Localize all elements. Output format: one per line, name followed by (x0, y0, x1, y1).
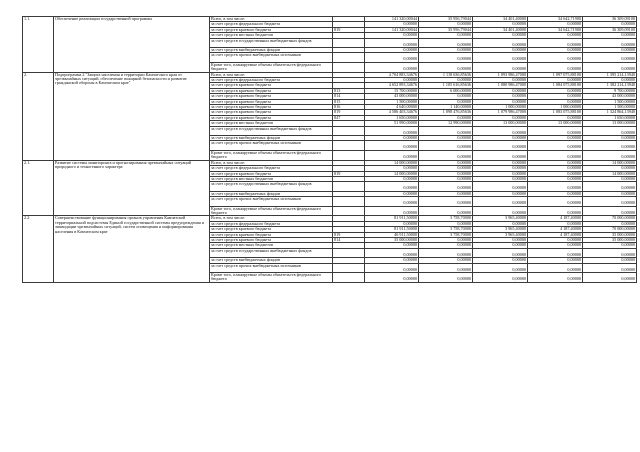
amount-cell: 0,00000 (419, 141, 473, 150)
amount-cell: 0,00000 (473, 237, 528, 242)
amount-cell: 0,00000 (583, 221, 637, 226)
funding-source: за счет средств прочих внебюджетных источников (210, 263, 333, 272)
funding-source: за счет средств краевого бюджета (210, 110, 333, 115)
amount-cell: 3 758,70000 (419, 232, 473, 237)
amount-cell: 0,00000 (365, 206, 419, 216)
amount-cell: 0,00000 (365, 243, 419, 248)
amount-cell: 0,00000 (528, 150, 583, 160)
budget-code (333, 141, 365, 150)
amount-cell: 1 500,00000 (583, 105, 637, 110)
amount-cell: 6 000,00000 (419, 88, 473, 93)
amount-cell: 0,00000 (473, 48, 528, 53)
amount-cell: 4 704 883,34676 (365, 72, 419, 77)
amount-cell: 0,00000 (473, 141, 528, 150)
amount-cell: 0,00000 (419, 221, 473, 226)
amount-cell: 0,00000 (365, 78, 419, 83)
amount-cell: 0,00000 (419, 48, 473, 53)
amount-cell: 0,00000 (473, 248, 528, 257)
funding-source: за счет средств краевого бюджета (210, 83, 333, 88)
amount-cell: 0,00000 (473, 78, 528, 83)
amount-cell: 1 000,00000 (473, 105, 528, 110)
amount-cell: 0,00000 (473, 191, 528, 196)
funding-source: за счет средств местных бюджетов (210, 176, 333, 181)
amount-cell: 0,00000 (528, 22, 583, 27)
amount-cell: 3 965,40000 (473, 232, 528, 237)
budget-code (333, 62, 365, 72)
budget-code (333, 272, 365, 282)
amount-cell: 13 000,00000 (473, 121, 528, 126)
amount-cell: 0,00000 (528, 62, 583, 72)
amount-cell: 0,00000 (419, 22, 473, 27)
amount-cell: 43 000,00000 (365, 94, 419, 99)
budget-code (333, 53, 365, 62)
amount-cell: 1 084 075,88100 (528, 83, 583, 88)
funding-source: Кроме того, планируемые объемы обязательств федерального бюджета (210, 206, 333, 216)
amount-cell: 0,00000 (583, 191, 637, 196)
budget-code: 814 (333, 237, 365, 242)
funding-source: за счет средств федерального бюджета (210, 22, 333, 27)
amount-cell: 0,00000 (583, 272, 637, 282)
budget-code: 819 (333, 110, 365, 115)
amount-cell: 0,00000 (365, 48, 419, 53)
amount-cell: 0,00000 (528, 263, 583, 272)
amount-cell: 0,00000 (419, 78, 473, 83)
amount-cell: 0,00000 (419, 136, 473, 141)
amount-cell: 14 000,00000 (583, 160, 637, 165)
amount-cell: 0,00000 (528, 197, 583, 206)
funding-source: Кроме того, планируемые объемы обязательств федерального бюджета (210, 272, 333, 282)
amount-cell: 0,00000 (473, 166, 528, 171)
amount-cell: 0,00000 (528, 221, 583, 226)
budget-code (333, 182, 365, 191)
amount-cell: 0,00000 (583, 78, 637, 83)
budget-code (333, 38, 365, 47)
funding-source: за счет средств краевого бюджета (210, 237, 333, 242)
amount-cell: 81 911,50000 (365, 227, 419, 232)
amount-cell: 0,00000 (365, 53, 419, 62)
funding-source: Кроме того, планируемые объемы обязательств федерального бюджета (210, 150, 333, 160)
funding-source: за счет средств местных бюджетов (210, 33, 333, 38)
funding-source: за счет средств внебюджетных фондов (210, 48, 333, 53)
amount-cell: 0,00000 (419, 126, 473, 135)
amount-cell: 0,00000 (473, 206, 528, 216)
amount-cell: 0,00000 (528, 88, 583, 93)
amount-cell: 0,00000 (419, 160, 473, 165)
amount-cell: 0,00000 (419, 258, 473, 263)
amount-cell: 0,00000 (419, 150, 473, 160)
budget-code (333, 126, 365, 135)
amount-cell: 1 500,00000 (583, 99, 637, 104)
amount-cell: 35 956,79044 (419, 27, 473, 32)
funding-source: за счет средств прочих внебюджетных источников (210, 53, 333, 62)
funding-source: Всего, в том числе: (210, 160, 333, 165)
amount-cell: 35 000,00000 (365, 237, 419, 242)
funding-source: за счет средств местных бюджетов (210, 121, 333, 126)
amount-cell: 13 000,00000 (583, 121, 637, 126)
amount-cell: 0,00000 (583, 22, 637, 27)
amount-cell: 0,00000 (583, 197, 637, 206)
funding-source: за счет средств краевого бюджета (210, 171, 333, 176)
item-index: 2.2. (23, 216, 54, 282)
amount-cell: 0,00000 (365, 150, 419, 160)
amount-cell: 0,00000 (473, 62, 528, 72)
funding-source: за счет средств внебюджетных фондов (210, 191, 333, 196)
amount-cell: 46 911,50000 (365, 232, 419, 237)
amount-cell: 34 401,40000 (473, 17, 528, 22)
amount-cell: 0,00000 (473, 258, 528, 263)
amount-cell: 0,00000 (365, 62, 419, 72)
amount-cell: 1 080 986,47000 (473, 83, 528, 88)
funding-source: за счет средств краевого бюджета (210, 105, 333, 110)
amount-cell: 0,00000 (473, 150, 528, 160)
amount-cell: 0,00000 (583, 126, 637, 135)
amount-cell: 0,00000 (473, 263, 528, 272)
amount-cell: 36 309,09100 (583, 27, 637, 32)
amount-cell: 0,00000 (528, 53, 583, 62)
amount-cell: 0,00000 (365, 126, 419, 135)
amount-cell: 70 000,00000 (583, 227, 637, 232)
funding-source: за счет средств внебюджетных фондов (210, 258, 333, 263)
amount-cell: 14 000,00000 (365, 171, 419, 176)
amount-cell: 0,00000 (419, 272, 473, 282)
amount-cell: 0,00000 (473, 182, 528, 191)
amount-cell: 4 187,40000 (528, 232, 583, 237)
amount-cell: 0,00000 (365, 136, 419, 141)
amount-cell: 0,00000 (419, 182, 473, 191)
amount-cell: 0,00000 (419, 176, 473, 181)
item-index: 1.1. (23, 17, 54, 73)
amount-cell: 0,00000 (583, 176, 637, 181)
funding-source: Всего, в том числе: (210, 17, 333, 22)
budget-code: 816 (333, 105, 365, 110)
amount-cell: 1 000,00000 (528, 105, 583, 110)
amount-cell: 0,00000 (528, 182, 583, 191)
funding-source: за счет средств прочих внебюджетных источников (210, 197, 333, 206)
funding-source: за счет средств краевого бюджета (210, 99, 333, 104)
amount-cell: 4 586 403,34676 (365, 110, 419, 115)
funding-source: за счет средств краевого бюджета (210, 27, 333, 32)
amount-cell: 1 140,00000 (419, 105, 473, 110)
funding-source: Всего, в том числе: (210, 216, 333, 221)
amount-cell: 35 000,00000 (583, 232, 637, 237)
funding-source: за счет средств краевого бюджета (210, 115, 333, 120)
amount-cell: 34 642,71900 (528, 27, 583, 32)
amount-cell: 0,00000 (528, 176, 583, 181)
funding-source: Всего, в том числе: (210, 72, 333, 77)
amount-cell: 0,00000 (583, 48, 637, 53)
item-name: Совершенствование функционирования органов управления Камчатской территориальной подсистемы Единой государственной системы предупреждения и ликвидации чрезвычайных ситуаций, систем оповещения и информирования населения в Камчатском крае (54, 216, 210, 282)
funding-source: за счет средств краевого бюджета (210, 227, 333, 232)
funding-source: за счет средств государственных внебюджетных фондов (210, 182, 333, 191)
amount-cell: 3 965,40000 (473, 216, 528, 221)
amount-cell: 0,00000 (528, 78, 583, 83)
amount-cell: 0,00000 (528, 248, 583, 257)
amount-cell: 0,00000 (528, 237, 583, 242)
amount-cell: 4 187,40000 (528, 227, 583, 232)
amount-cell: 0,00000 (419, 53, 473, 62)
budget-code (333, 197, 365, 206)
item-name: Подпрограмма 2 "Защита населения и территории Камчатского края от чрезвычайных ситуаций, обеспечение пожарной безопасности и развитие гражданской обороны в Камчатском крае" (54, 72, 210, 160)
amount-cell: 1 395 214,13940 (583, 72, 637, 77)
funding-source: за счет средств прочих внебюджетных источников (210, 141, 333, 150)
item-index: 2. (23, 72, 54, 160)
amount-cell: 0,00000 (419, 237, 473, 242)
amount-cell: 0,00000 (583, 182, 637, 191)
amount-cell: 0,00000 (473, 94, 528, 99)
budget-code (333, 150, 365, 160)
funding-source: за счет средств краевого бюджета (210, 232, 333, 237)
funding-source: за счет средств краевого бюджета (210, 88, 333, 93)
amount-cell: 1 650,00000 (365, 115, 419, 120)
amount-cell: 0,00000 (528, 258, 583, 263)
amount-cell: 0,00000 (583, 206, 637, 216)
amount-cell: 0,00000 (419, 171, 473, 176)
amount-cell: 0,00000 (419, 62, 473, 72)
funding-source: за счет средств краевого бюджета (210, 94, 333, 99)
funding-source: за счет средств государственных внебюджетных фондов (210, 248, 333, 257)
amount-cell: 0,00000 (419, 38, 473, 47)
item-name: Развитие системы мониторинга и прогнозирования чрезвычайных ситуаций природного и техногенного характера (54, 160, 210, 216)
amount-cell: 0,00000 (473, 221, 528, 226)
amount-cell: 0,00000 (583, 38, 637, 47)
amount-cell: 1 079 986,47000 (473, 110, 528, 115)
amount-cell: 0,00000 (583, 248, 637, 257)
amount-cell: 0,00000 (528, 141, 583, 150)
amount-cell: 0,00000 (365, 248, 419, 257)
budget-code: 813 (333, 88, 365, 93)
amount-cell: 3 758,70000 (419, 227, 473, 232)
funding-source: за счет средств федерального бюджета (210, 78, 333, 83)
amount-cell: 0,00000 (583, 136, 637, 141)
amount-cell: 0,00000 (583, 263, 637, 272)
amount-cell: 0,00000 (365, 263, 419, 272)
amount-cell: 0,00000 (583, 150, 637, 160)
amount-cell: 0,00000 (473, 115, 528, 120)
amount-cell: 15 700,00000 (365, 88, 419, 93)
amount-cell: 0,00000 (528, 115, 583, 120)
amount-cell: 14 000,00000 (365, 160, 419, 165)
amount-cell: 1 093 986,47000 (473, 72, 528, 77)
amount-cell: 0,00000 (473, 243, 528, 248)
budget-table-body (23, 17, 637, 283)
amount-cell: 0,00000 (365, 191, 419, 196)
amount-cell: 0,00000 (528, 191, 583, 196)
amount-cell: 0,00000 (365, 197, 419, 206)
amount-cell: 1 382 214,13940 (583, 83, 637, 88)
amount-cell: 0,00000 (528, 243, 583, 248)
budget-code: 847 (333, 115, 365, 120)
amount-cell: 0,00000 (583, 243, 637, 248)
amount-cell: 0,00000 (473, 53, 528, 62)
amount-cell: 1 324 864,13940 (583, 110, 637, 115)
amount-cell: 0,00000 (528, 38, 583, 47)
amount-cell: 0,00000 (473, 176, 528, 181)
amount-cell: 0,00000 (365, 141, 419, 150)
budget-code (333, 263, 365, 272)
amount-cell: 0,00000 (419, 191, 473, 196)
amount-cell: 0,00000 (365, 221, 419, 226)
budget-code: 814 (333, 94, 365, 99)
amount-cell: 0,00000 (473, 22, 528, 27)
budget-sheet (22, 16, 636, 283)
amount-cell: 0,00000 (583, 166, 637, 171)
amount-cell: 0,00000 (365, 22, 419, 27)
amount-cell: 0,00000 (473, 171, 528, 176)
amount-cell: 36 309,09100 (583, 17, 637, 22)
amount-cell: 0,00000 (365, 38, 419, 47)
budget-code: 815 (333, 99, 365, 104)
budget-code: 819 (333, 27, 365, 32)
amount-cell: 0,00000 (528, 206, 583, 216)
amount-cell: 1 098 476,85636 (419, 110, 473, 115)
amount-cell: 1 083 075,88100 (528, 110, 583, 115)
amount-cell: 9 700,00000 (583, 88, 637, 93)
amount-cell: 0,00000 (473, 33, 528, 38)
amount-cell: 0,00000 (419, 166, 473, 171)
amount-cell: 0,00000 (528, 48, 583, 53)
amount-cell: 81 911,50000 (365, 216, 419, 221)
funding-source: за счет средств местных бюджетов (210, 243, 333, 248)
amount-cell: 0,00000 (473, 136, 528, 141)
amount-cell: 0,00000 (365, 176, 419, 181)
amount-cell: 0,00000 (419, 33, 473, 38)
budget-table (22, 16, 637, 283)
amount-cell: 0,00000 (528, 166, 583, 171)
budget-code (333, 206, 365, 216)
amount-cell: 141 320,00044 (365, 17, 419, 22)
amount-cell: 0,00000 (419, 243, 473, 248)
amount-cell: 51 990,00000 (365, 121, 419, 126)
amount-cell: 4 652 893,34676 (365, 83, 419, 88)
amount-cell: 35 000,00000 (583, 237, 637, 242)
budget-code (333, 248, 365, 257)
amount-cell: 0,00000 (528, 136, 583, 141)
amount-cell: 14 000,00000 (583, 171, 637, 176)
amount-cell: 0,00000 (419, 263, 473, 272)
amount-cell: 0,00000 (583, 258, 637, 263)
amount-cell: 0,00000 (528, 94, 583, 99)
amount-cell: 0,00000 (473, 160, 528, 165)
amount-cell: 1 650,00000 (583, 115, 637, 120)
funding-source: за счет средств внебюджетных фондов (210, 136, 333, 141)
amount-cell: 0,00000 (583, 53, 637, 62)
funding-source: за счет средств федерального бюджета (210, 166, 333, 171)
amount-cell: 34 401,40000 (473, 27, 528, 32)
amount-cell: 0,00000 (365, 258, 419, 263)
amount-cell: 0,00000 (473, 126, 528, 135)
amount-cell: 0,00000 (528, 126, 583, 135)
item-index: 2.1. (23, 160, 54, 216)
amount-cell: 0,00000 (365, 272, 419, 282)
amount-cell: 0,00000 (419, 248, 473, 257)
amount-cell: 0,00000 (473, 99, 528, 104)
amount-cell: 12 990,00000 (419, 121, 473, 126)
amount-cell: 141 320,00044 (365, 27, 419, 32)
amount-cell: 3 965,40000 (473, 227, 528, 232)
amount-cell: 4 640,00000 (365, 105, 419, 110)
amount-cell: 0,00000 (473, 272, 528, 282)
amount-cell: 0,00000 (583, 141, 637, 150)
amount-cell: 1 500,00000 (365, 99, 419, 104)
amount-cell: 0,00000 (365, 182, 419, 191)
amount-cell: 34 642,71900 (528, 17, 583, 22)
amount-cell: 0,00000 (528, 33, 583, 38)
funding-source: Кроме того, планируемые объемы обязательств федерального бюджета (210, 62, 333, 72)
amount-cell: 70 000,00000 (583, 216, 637, 221)
budget-code: 819 (333, 171, 365, 176)
amount-cell: 1 118 636,85636 (419, 72, 473, 77)
amount-cell: 0,00000 (473, 197, 528, 206)
amount-cell: 0,00000 (528, 99, 583, 104)
amount-cell: 0,00000 (473, 38, 528, 47)
funding-source: за счет средств федерального бюджета (210, 221, 333, 226)
amount-cell: 35 956,79044 (419, 17, 473, 22)
amount-cell: 0,00000 (473, 88, 528, 93)
budget-code: 819 (333, 232, 365, 237)
amount-cell: 0,00000 (365, 166, 419, 171)
amount-cell: 0,00000 (419, 115, 473, 120)
item-name: Обеспечение реализации государственной программы (54, 17, 210, 73)
amount-cell: 0,00000 (419, 99, 473, 104)
funding-source: за счет средств государственных внебюджетных фондов (210, 126, 333, 135)
amount-cell: 3 758,70000 (419, 216, 473, 221)
amount-cell: 0,00000 (583, 62, 637, 72)
amount-cell: 0,00000 (528, 171, 583, 176)
amount-cell: 13 000,00000 (528, 121, 583, 126)
amount-cell: 0,00000 (583, 33, 637, 38)
amount-cell: 0,00000 (419, 94, 473, 99)
amount-cell: 0,00000 (528, 272, 583, 282)
amount-cell: 4 187,40000 (528, 216, 583, 221)
amount-cell: 1 105 616,85636 (419, 83, 473, 88)
amount-cell: 0,00000 (419, 197, 473, 206)
amount-cell: 43 000,00000 (583, 94, 637, 99)
amount-cell: 0,00000 (528, 160, 583, 165)
amount-cell: 0,00000 (419, 206, 473, 216)
amount-cell: 0,00000 (365, 33, 419, 38)
amount-cell: 1 097 075,88100 (528, 72, 583, 77)
funding-source: за счет средств государственных внебюджетных фондов (210, 38, 333, 47)
